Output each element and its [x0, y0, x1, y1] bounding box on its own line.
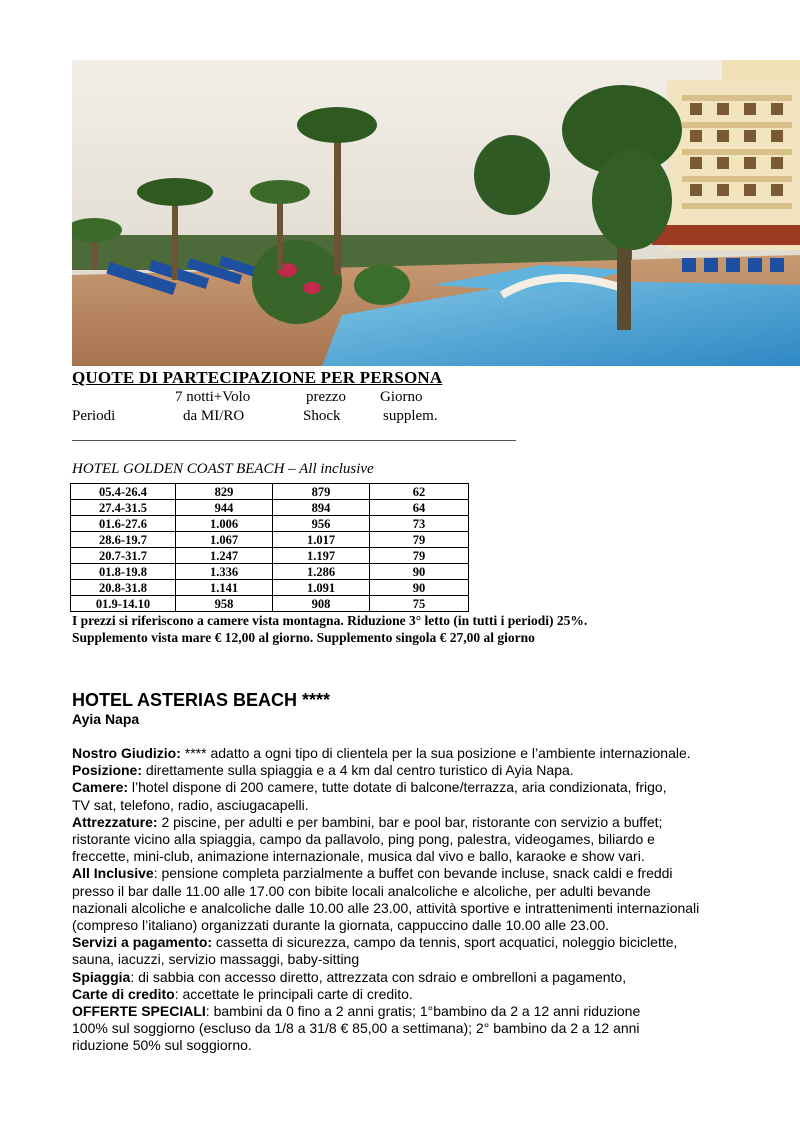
description-line — [72, 1020, 772, 1037]
period-cell: 20.8-31.8 — [71, 580, 176, 596]
description-line — [72, 797, 772, 814]
period-cell: 05.4-26.4 — [71, 484, 176, 500]
price-cell: 1.067 — [176, 532, 273, 548]
supplement-cell: 90 — [370, 580, 469, 596]
price-cell: 944 — [176, 500, 273, 516]
period-cell: 20.7-31.7 — [71, 548, 176, 564]
divider — [72, 440, 516, 441]
price-note: I prezzi si riferiscono a camere vista montagna. Riduzione 3° letto (in tutti i periodi) 25%. — [72, 613, 588, 628]
description-line — [72, 762, 772, 779]
table-row — [71, 580, 469, 596]
line-text: direttamente sulla spiaggia e a 4 km dal centro turistico di Ayia Napa. — [142, 762, 574, 779]
shock-price-cell: 1.286 — [273, 564, 370, 580]
description-line — [72, 831, 772, 848]
line-text: : di sabbia con accesso diretto, attrezzata con sdraio e ombrelloni a pagamento, — [130, 968, 627, 985]
line-text: sauna, iacuzzi, servizio massaggi, baby-sitting — [72, 951, 360, 968]
supplement-cell: 64 — [370, 500, 469, 516]
header-nights-flight: 7 notti+Volo — [175, 389, 251, 405]
shock-price-cell: 1.017 — [273, 532, 370, 548]
table-row — [71, 548, 469, 564]
supplement-cell: 73 — [370, 516, 469, 532]
table-row — [71, 532, 469, 548]
period-cell: 28.6-19.7 — [71, 532, 176, 548]
line-text: freccette, mini-club, animazione internazionale, musica dal vivo e ballo, karaoke e show vari. — [72, 848, 645, 865]
line-label: Camere: — [72, 779, 129, 796]
line-text: : bambini da 0 fino a 2 anni gratis; 1°bambino da 2 a 12 anni riduzione — [205, 1003, 641, 1020]
price-table — [70, 483, 469, 612]
line-text: TV sat, telefono, radio, asciugacapelli. — [72, 796, 309, 813]
quote-title: QUOTE DI PARTECIPAZIONE PER PERSONA — [72, 368, 443, 387]
shock-price-cell: 894 — [273, 500, 370, 516]
price-cell: 958 — [176, 596, 273, 612]
line-text: (compreso l’italiano) organizzati durante la giornata, cappuccino dalle 10.00 alle 23.00. — [72, 917, 609, 934]
shock-price-cell: 1.197 — [273, 548, 370, 564]
line-text: ristorante vicino alla spiaggia, campo da pallavolo, ping pong, palestra, videogames, biliardo e — [72, 831, 655, 848]
line-text: **** adatto a ogni tipo di clientela per la sua posizione e l’ambiente internazionale. — [180, 745, 691, 761]
period-cell: 01.6-27.6 — [71, 516, 176, 532]
supplement-cell: 79 — [370, 548, 469, 564]
line-text: 100% sul soggiorno (escluso da 1/8 a 31/8 € 85,00 a settimana); 2° bambino da 2 a 12 anni — [72, 1020, 640, 1037]
price-cell: 1.141 — [176, 580, 273, 596]
table-row — [71, 500, 469, 516]
supplement-note: Supplemento vista mare € 12,00 al giorno. Supplemento singola € 27,00 al giorno — [72, 630, 535, 645]
line-text: riduzione 50% sul soggiorno. — [72, 1037, 252, 1054]
price-cell: 1.006 — [176, 516, 273, 532]
shock-price-cell: 908 — [273, 596, 370, 612]
period-cell: 27.4-31.5 — [71, 500, 176, 516]
line-text: presso il bar dalle 11.00 alle 17.00 con bibite locali analcoliche e alcoliche, per adulti bevande — [72, 882, 651, 899]
hotel-location: Ayia Napa — [72, 711, 140, 727]
description-line — [72, 917, 772, 934]
description-line — [72, 745, 772, 762]
period-cell: 01.8-19.8 — [71, 564, 176, 580]
line-label: All Inclusive — [72, 865, 154, 882]
hotel-golden-coast-name: HOTEL GOLDEN COAST BEACH – All inclusive — [72, 461, 374, 477]
supplement-cell: 75 — [370, 596, 469, 612]
description-line — [72, 814, 772, 831]
description-line — [72, 969, 772, 986]
shock-price-cell: 879 — [273, 484, 370, 500]
header-periods: Periodi — [72, 408, 116, 424]
line-text: l’hotel dispone di 200 camere, tutte dotate di balcone/terrazza, aria condizionata, frigo, — [128, 779, 667, 796]
header-day: Giorno — [380, 389, 423, 405]
header-departure: da MI/RO — [183, 408, 245, 424]
header-shock: Shock — [303, 408, 341, 424]
line-label: Attrezzature: — [72, 813, 158, 830]
line-label: Servizi a pagamento: — [72, 934, 213, 951]
price-cell: 1.247 — [176, 548, 273, 564]
description-line — [72, 986, 772, 1003]
line-label: Spiaggia — [72, 968, 131, 985]
line-label: Carte di credito — [72, 985, 175, 1002]
shock-price-cell: 956 — [273, 516, 370, 532]
hotel-asterias-title: HOTEL ASTERIAS BEACH **** — [72, 690, 331, 710]
hotel-pool-photo — [72, 60, 800, 366]
hotel-building — [652, 60, 800, 250]
table-row — [71, 484, 469, 500]
table-row — [71, 564, 469, 580]
description-line — [72, 934, 772, 951]
description-line — [72, 1003, 772, 1020]
description-line — [72, 1037, 772, 1054]
line-text: cassetta di sicurezza, campo da tennis, sport acquatici, noleggio biciclette, — [212, 934, 678, 951]
description-line — [72, 865, 772, 882]
table-row — [71, 516, 469, 532]
line-label: OFFERTE SPECIALI — [72, 1003, 206, 1020]
description-line — [72, 900, 772, 917]
price-cell: 1.336 — [176, 564, 273, 580]
supplement-cell: 62 — [370, 484, 469, 500]
line-label: Posizione: — [72, 762, 143, 779]
description-line — [72, 951, 772, 968]
header-supplement: supplem. — [383, 408, 438, 424]
description-line — [72, 883, 772, 900]
flower-bush — [252, 240, 342, 324]
line-text: nazionali alcoliche e analcoliche dalle 10.00 alle 23.00, attività sportive e intrattenimenti internazionali — [72, 899, 700, 916]
line-text: : accettate le principali carte di credito. — [174, 985, 413, 1002]
header-price: prezzo — [306, 389, 346, 405]
line-text: 2 piscine, per adulti e per bambini, bar e pool bar, ristorante con servizio a buffet; — [157, 813, 663, 830]
hotel-description — [72, 745, 772, 1055]
period-cell: 01.9-14.10 — [71, 596, 176, 612]
description-line — [72, 779, 772, 796]
supplement-cell: 90 — [370, 564, 469, 580]
supplement-cell: 79 — [370, 532, 469, 548]
price-cell: 829 — [176, 484, 273, 500]
line-text: : pensione completa parzialmente a buffet con bevande incluse, snack caldi e freddi — [153, 865, 673, 882]
description-line — [72, 848, 772, 865]
line-label: Nostro Giudizio: — [72, 745, 181, 761]
shock-price-cell: 1.091 — [273, 580, 370, 596]
table-row — [71, 596, 469, 612]
